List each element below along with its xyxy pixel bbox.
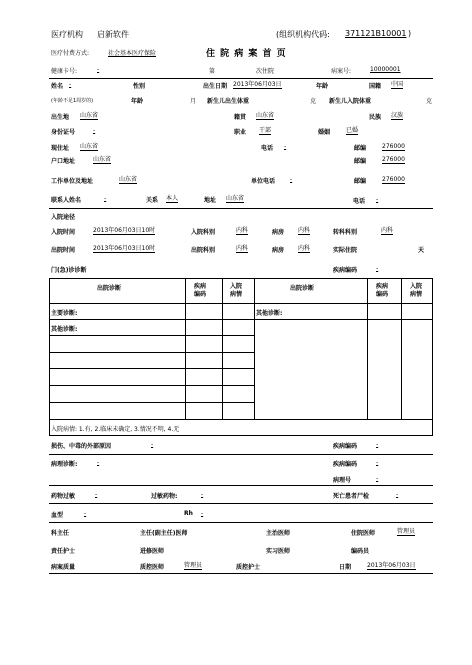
divider-top (49, 78, 433, 79)
workplace-value: 山东省 (119, 176, 138, 183)
admission-condition-legend: 入院病情: 1.有, 2.临床未确定, 3.情况不明, 4.无 (51, 426, 180, 433)
table-line-row6 (49, 402, 254, 403)
divider-injury (49, 454, 433, 455)
infant-age-note: (年龄不足1周岁的) (51, 98, 94, 104)
birth-value: 2013年06月03日 (233, 81, 282, 88)
sex-label: 性别 (133, 83, 146, 90)
birthplace-value: 山东省 (80, 112, 99, 119)
advanced-physician-label: 进修医师 (140, 548, 165, 555)
org-code-close: ) (408, 29, 412, 38)
divider-bottom (49, 573, 433, 574)
phone-value: - (284, 143, 287, 150)
table-vline-mid (254, 278, 255, 419)
work-phone-value: - (290, 176, 293, 183)
transfer-dept-value: 内科 (381, 227, 394, 234)
gram-unit: 克 (310, 98, 317, 105)
col-diagnosis-right: 出院诊断 (290, 285, 315, 292)
table-vline-4 (401, 278, 402, 419)
table-vline-1 (185, 278, 186, 419)
blood-type-value: - (84, 510, 87, 517)
relation-label: 关系 (146, 197, 159, 204)
transfer-dept-label: 转科科别 (333, 229, 358, 236)
ward-2-label: 病房 (272, 247, 285, 254)
zip-3-label: 邮编 (354, 178, 367, 185)
contact-name-value: - (104, 195, 107, 202)
allergy-drug-label: 过敏药物: (151, 493, 178, 500)
nation-value: 中国 (391, 81, 404, 88)
disease-code-value: - (376, 265, 379, 272)
rh-value: - (201, 510, 204, 517)
divider-admission (49, 208, 433, 209)
discharge-time-label: 出院时间 (51, 247, 76, 254)
ethnic-label: 民族 (369, 114, 382, 121)
marital-label: 婚姻 (318, 129, 331, 136)
contact-phone-value: - (376, 196, 379, 203)
zip-label: 邮编 (354, 145, 367, 152)
relation-value: 本人 (166, 195, 179, 202)
col-code-right-1: 疾病 (376, 283, 389, 290)
newborn-admit-weight-label: 新生儿入院体重 (329, 98, 372, 105)
col-code-left-2: 编码 (194, 291, 207, 298)
col-diagnosis-left: 出院诊断 (97, 285, 122, 292)
admission-time-value: 2013年06月03日10时 (93, 227, 156, 234)
code-2-value: - (376, 459, 379, 466)
drug-allergy-label: 药物过敏 (51, 493, 76, 500)
contact-address-value: 山东省 (226, 195, 245, 202)
org-code-value: 371121B10001 (345, 29, 407, 38)
pathology-value: - (97, 459, 100, 466)
date-value: 2013年06月03日 (367, 562, 416, 569)
allergy-drug-value: - (201, 491, 204, 498)
ward-value: 内科 (298, 227, 311, 234)
autopsy-value: - (396, 491, 399, 498)
table-line-row1 (49, 319, 433, 320)
col-condition-right-1: 入院 (410, 283, 423, 290)
injury-cause-label: 损伤、中毒的外部原因 (51, 443, 112, 450)
name-label: 姓名 (51, 83, 64, 90)
discharge-dept-value: 内科 (236, 245, 249, 252)
phone-label: 电话 (261, 145, 274, 152)
zip-value: 276000 (382, 143, 405, 150)
disease-code-label: 疾病编码 (333, 267, 358, 274)
outpatient-diagnosis-label: 门(急)诊诊断 (51, 267, 87, 274)
intern-physician-label: 实习医师 (266, 548, 291, 555)
nation-label: 国籍 (369, 83, 382, 90)
qc-doctor-value: 管理员 (184, 562, 203, 569)
contact-name-label: 联系人姓名 (51, 197, 82, 204)
native-place-value: 山东省 (256, 112, 275, 119)
code-1-label: 疾病编码 (333, 443, 358, 450)
record-quality-label: 病案质量 (51, 564, 76, 571)
other-diagnosis-right-label: 其他诊断: (256, 310, 283, 317)
contact-phone-label: 电话 (353, 198, 366, 205)
injury-cause-value: - (151, 441, 154, 448)
admission-time-label: 入院时间 (51, 229, 76, 236)
hukou-address-value: 山东省 (93, 156, 112, 163)
table-line-header (49, 303, 433, 304)
name-value: - (69, 81, 72, 88)
ward-2-value: 内科 (298, 245, 311, 252)
col-code-right-2: 编码 (376, 291, 389, 298)
other-diagnosis-label: 其他诊断: (51, 326, 78, 333)
table-line-row2 (49, 335, 254, 336)
table-line-condition (49, 435, 433, 436)
col-condition-right-2: 病情 (410, 291, 423, 298)
pathology-number-label: 病理号 (333, 477, 352, 484)
table-line-row3 (49, 352, 254, 353)
table-line-row4 (49, 368, 254, 369)
case-number-value: 10000001 (370, 66, 401, 73)
divider-blood (49, 522, 433, 523)
admission-count-prefix: 第 (209, 68, 216, 75)
admission-dept-value: 内科 (236, 227, 249, 234)
id-number-value: - (93, 127, 96, 134)
current-address-value: 山东省 (80, 143, 99, 150)
col-code-left-1: 疾病 (194, 283, 207, 290)
blood-type-label: 血型 (51, 512, 64, 519)
table-line-row5 (49, 385, 254, 386)
actual-stay-label: 实际住院 (333, 247, 358, 254)
table-vline-2 (222, 278, 223, 419)
org-label: 医疗机构 (51, 30, 83, 39)
health-card-label: 健康卡号: (51, 68, 78, 75)
rh-label: Rh (184, 510, 193, 517)
pay-method-value: 社会基本医疗保险 (108, 50, 157, 57)
occupation-label: 职业 (234, 129, 247, 136)
zip-3-value: 276000 (382, 176, 405, 183)
table-line-top (49, 278, 433, 279)
admission-count-suffix: 次住院 (256, 68, 275, 75)
coder-label: 编码员 (351, 548, 370, 555)
month-unit: 月 (190, 98, 197, 105)
department-head-label: 科主任 (51, 530, 70, 537)
workplace-label: 工作单位及地址 (51, 178, 94, 185)
vendor-name: 启新软件 (97, 30, 129, 39)
occupation-value: 干部 (259, 127, 272, 134)
birth-label: 出生日期 (203, 83, 228, 90)
age-label: 年龄 (316, 83, 329, 90)
autopsy-label: 死亡患者尸检 (333, 493, 370, 500)
zip-2-label: 邮编 (354, 158, 367, 165)
table-line-bottom (49, 419, 433, 420)
admission-dept-label: 入院科别 (191, 229, 216, 236)
org-code-label: (组织机构代码: (276, 30, 330, 39)
infant-age-label: 年龄 (131, 98, 144, 105)
gram-unit-2: 克 (426, 98, 433, 105)
table-vline-left (49, 278, 50, 435)
divider-pathology (49, 485, 433, 486)
marital-value: 已婚 (346, 127, 359, 134)
pathology-number-value: - (376, 475, 379, 482)
date-label: 日期 (339, 564, 352, 571)
admission-route-label: 入院途径 (51, 214, 76, 221)
ethnic-value: 汉族 (391, 112, 404, 119)
newborn-weight-label: 新生儿出生体重 (207, 98, 250, 105)
chief-physician-label: 主任(副主任)医师 (140, 530, 188, 537)
resident-physician-value: 管理员 (397, 528, 416, 535)
current-address-label: 现住址 (51, 145, 70, 152)
divider-allergy (49, 503, 433, 504)
qc-doctor-label: 质控医师 (140, 564, 165, 571)
drug-allergy-value: - (95, 491, 98, 498)
attending-physician-label: 主治医师 (266, 530, 291, 537)
discharge-dept-label: 出院科别 (191, 247, 216, 254)
resident-physician-label: 住院医师 (351, 530, 376, 537)
pay-method-label: 医疗付费方式: (51, 50, 90, 57)
native-place-label: 籍贯 (234, 114, 247, 121)
pathology-label: 病理诊断: (51, 461, 78, 468)
code-2-label: 疾病编码 (333, 461, 358, 468)
page-title: 住 院 病 案 首 页 (206, 49, 287, 59)
id-number-label: 身份证号 (51, 129, 76, 136)
case-number-label: 病案号: (331, 68, 352, 75)
code-1-value: - (376, 441, 379, 448)
qc-nurse-label: 质控护士 (236, 564, 261, 571)
work-phone-label: 单位电话 (251, 178, 276, 185)
table-vline-3 (367, 278, 368, 419)
health-card-value: - (97, 66, 100, 73)
discharge-time-value: 2013年06月03日10时 (93, 245, 156, 252)
contact-address-label: 地址 (204, 197, 217, 204)
zip-2-value: 276000 (382, 156, 405, 163)
days-unit: 天 (418, 247, 425, 254)
table-vline-right (432, 278, 433, 435)
col-condition-left-1: 入院 (230, 283, 243, 290)
responsible-nurse-label: 责任护士 (51, 548, 76, 555)
hukou-address-label: 户口地址 (51, 158, 76, 165)
col-condition-left-2: 病情 (230, 291, 243, 298)
ward-label: 病房 (272, 229, 285, 236)
main-diagnosis-label: 主要诊断: (51, 310, 78, 317)
birthplace-label: 出生地 (51, 114, 70, 121)
